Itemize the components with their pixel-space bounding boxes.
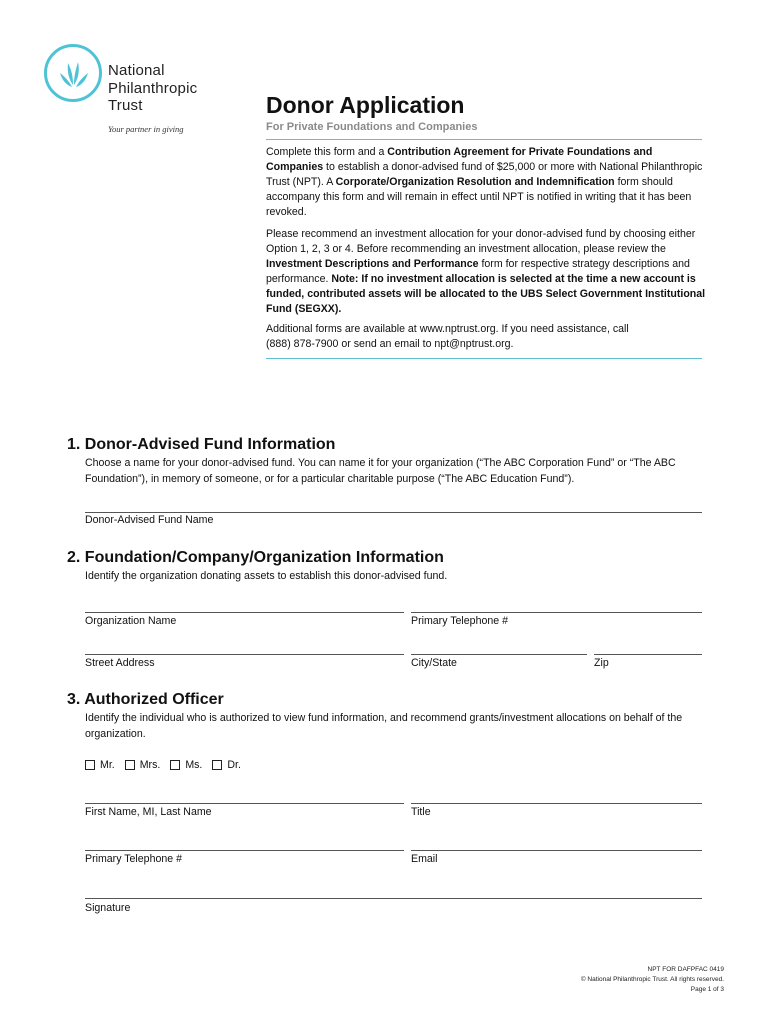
section-2-heading: 2. Foundation/Company/Organization Information (67, 549, 444, 566)
org-telephone-label: Primary Telephone # (411, 615, 508, 627)
intro-form-ref: Corporate/Organization Resolution and Indemnification (335, 176, 615, 188)
intro-text: form for respective strategy descriptions and performance. (266, 258, 690, 285)
organization-name-field[interactable] (85, 612, 404, 613)
zip-field[interactable] (594, 654, 702, 655)
fund-name-label: Donor-Advised Fund Name (85, 514, 214, 526)
logo-tagline: Your partner in giving (108, 124, 184, 134)
organization-name-label: Organization Name (85, 615, 177, 627)
checkbox-icon[interactable] (212, 760, 222, 770)
logo-name-line: Trust (108, 97, 143, 114)
officer-email-label: Email (411, 853, 438, 865)
salutation-label: Dr. (227, 759, 241, 771)
salutation-dr[interactable] (212, 759, 241, 771)
intro-divider (266, 358, 702, 359)
intro-form-ref: Contribution Agreement for Private Foundations and Companies (266, 146, 653, 173)
section-1-heading: 1. Donor-Advised Fund Information (67, 436, 336, 453)
intro-text: to establish a donor-advised fund of $25,000 or more with National Philanthropic Trust (NPT). A (266, 161, 703, 188)
section-3-heading: 3. Authorized Officer (67, 691, 224, 708)
copyright-text: © National Philanthropic Trust. All rights reserved. (580, 976, 724, 983)
intro-text: Please recommend an investment allocation for your donor-advised fund by choosing either Option 1, 2, 3 or 4. Before recommending an investment allocation, please review the (266, 228, 696, 255)
officer-telephone-field[interactable] (85, 850, 404, 851)
section-2-description: Identify the organization donating assets to establish this donor-advised fund. (85, 570, 448, 582)
fund-name-field[interactable] (85, 512, 702, 513)
officer-email-field[interactable] (411, 850, 702, 851)
intro-text: form should accompany this form and will remain in effect until NPT is notified in writing that it has been revoked. (266, 176, 692, 218)
intro-paragraph-3 (266, 322, 656, 352)
logo-name-line: Philanthropic (108, 79, 198, 97)
logo-name (108, 62, 258, 115)
salutation-ms[interactable] (170, 759, 202, 771)
city-state-field[interactable] (411, 654, 587, 655)
salutation-mrs[interactable] (125, 759, 161, 771)
page-footer (581, 965, 724, 995)
zip-label: Zip (594, 657, 609, 669)
page-number: Page 1 of 3 (690, 986, 724, 993)
officer-title-label: Title (411, 806, 431, 818)
intro-contact-text: Additional forms are available at www.nptrust.org. If you need assistance, call (888) 878-7900 or send an email to npt@nptrust.org. (266, 323, 629, 350)
officer-name-field[interactable] (85, 803, 404, 804)
officer-name-label: First Name, MI, Last Name (85, 806, 212, 818)
signature-label: Signature (85, 902, 131, 914)
intro-paragraph-1 (266, 145, 706, 220)
intro-note: Note: If no investment allocation is selected at the time a new account is funded, contributed assets will be allocated to the UBS Select Government Institutional Fund (SEGXX). (266, 273, 706, 315)
officer-telephone-label: Primary Telephone # (85, 853, 182, 865)
salutation-options (85, 759, 241, 771)
org-telephone-field[interactable] (411, 612, 702, 613)
section-1-description: Choose a name for your donor-advised fund. You can name it for your organization (“The ABC Corporation Fund” or “The ABC Foundation”), in memory of someone, or for a particular charitable purpose (“The ABC Education Fund”). (85, 457, 676, 485)
logo-mark (44, 44, 102, 102)
checkbox-icon[interactable] (125, 760, 135, 770)
salutation-label: Mrs. (139, 759, 161, 771)
checkbox-icon[interactable] (170, 760, 180, 770)
leaf-icon (56, 55, 92, 93)
street-address-field[interactable] (85, 654, 404, 655)
city-state-label: City/State (411, 657, 457, 669)
salutation-label: Mr. (100, 759, 115, 771)
signature-field[interactable] (85, 898, 702, 899)
street-address-label: Street Address (85, 657, 155, 669)
header-divider (266, 139, 702, 140)
checkbox-icon[interactable] (85, 760, 95, 770)
intro-form-ref: Investment Descriptions and Performance (266, 258, 479, 270)
officer-title-field[interactable] (411, 803, 702, 804)
page-subtitle: For Private Foundations and Companies (266, 121, 478, 133)
intro-paragraph-2 (266, 227, 706, 317)
form-code: NPT FOR DAFPFAC 0419 (647, 966, 724, 973)
logo-name-line: National (108, 62, 165, 79)
intro-text: Complete this form and a (266, 146, 388, 158)
section-3-description: Identify the individual who is authorized to view fund information, and recommend grants/investment allocations on behalf of the organization. (85, 712, 683, 740)
salutation-mr[interactable] (85, 759, 115, 771)
salutation-label: Ms. (185, 759, 203, 771)
page-title: Donor Application (266, 92, 465, 118)
